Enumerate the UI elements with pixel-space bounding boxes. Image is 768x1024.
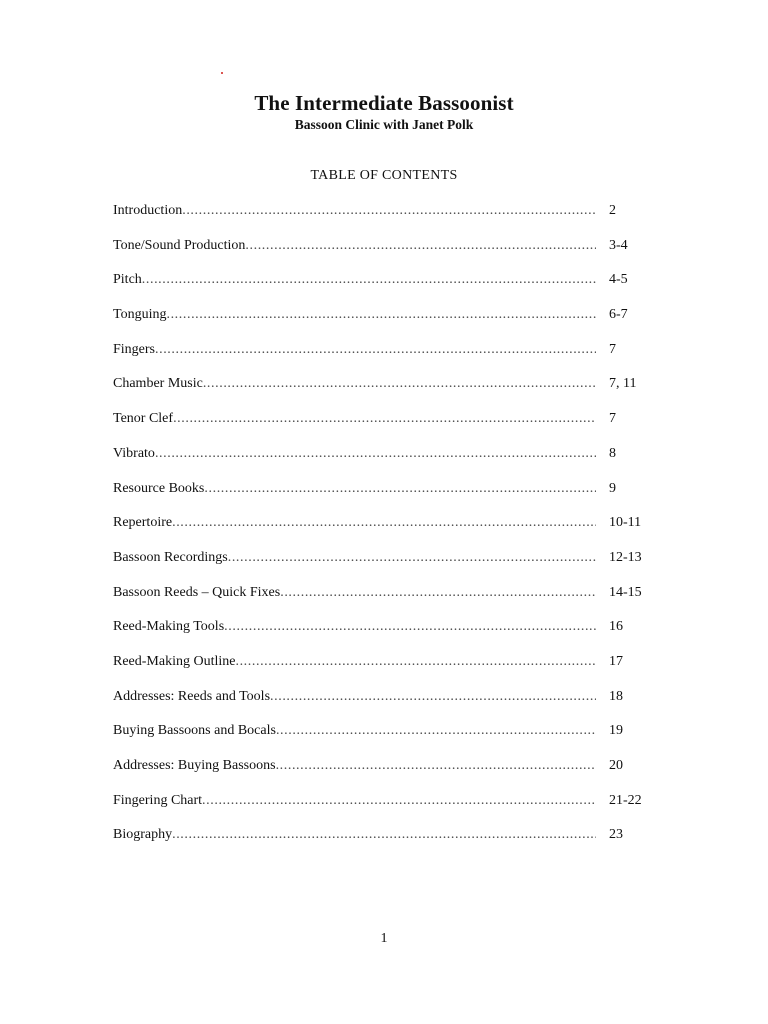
toc-leader-dots (235, 652, 596, 672)
toc-leader-dots (172, 513, 596, 533)
toc-entry-label: Fingers (113, 341, 155, 357)
toc-entry (113, 479, 673, 514)
toc-entry (113, 548, 673, 583)
toc-leader-dots (245, 236, 596, 256)
toc-entry-page: 6-7 (609, 307, 628, 323)
toc-entry (113, 201, 673, 236)
document-subtitle: Bassoon Clinic with Janet Polk (294, 117, 474, 132)
toc-entry (113, 756, 673, 791)
toc-entry-page: 9 (609, 480, 616, 496)
toc-entry-page: 17 (609, 653, 623, 669)
toc-leader-dots (204, 479, 596, 499)
toc-leader-dots (270, 687, 596, 707)
document-title: The Intermediate Bassoonist (254, 91, 514, 115)
page-number: 1 (380, 931, 388, 946)
toc-entry (113, 652, 673, 687)
toc-leader-dots (228, 548, 596, 568)
toc-leader-dots (172, 825, 596, 845)
toc-entry-page: 18 (609, 688, 623, 704)
toc-entry-label: Biography (113, 827, 173, 843)
toc-entry-label: Chamber Music (113, 376, 203, 392)
toc-leader-dots (182, 201, 596, 221)
toc-entry-label: Introduction (113, 203, 183, 218)
toc-entry-label: Tonguing (113, 307, 167, 323)
toc-entry-label: Reed-Making Tools (113, 619, 225, 635)
toc-entry (113, 270, 673, 305)
red-mark (221, 72, 223, 74)
toc-entry (113, 825, 673, 860)
toc-entry-label: Bassoon Recordings (113, 549, 228, 565)
toc-entry-page: 4-5 (609, 272, 628, 288)
toc-leader-dots (142, 270, 596, 290)
toc-leader-dots (224, 617, 596, 637)
toc-entry (113, 583, 673, 618)
toc-entry-label: Repertoire (113, 515, 173, 531)
toc-entry-label: Bassoon Reeds – Quick Fixes (113, 584, 281, 600)
toc-entry-page: 7 (609, 411, 616, 427)
toc-entry (113, 791, 673, 826)
toc-entry-page: 3-4 (609, 237, 628, 253)
toc-entry (113, 687, 673, 722)
toc-entry-label: Reed-Making Outline (113, 653, 236, 669)
toc-entry (113, 236, 673, 271)
toc-entry-label: Addresses: Reeds and Tools (113, 688, 271, 704)
toc-entry-page: 23 (609, 827, 623, 843)
toc-leader-dots (276, 721, 596, 741)
toc-leader-dots (203, 374, 596, 394)
toc-entry-label: Vibrato (113, 445, 155, 461)
toc-entry-page: 14-15 (609, 584, 642, 600)
toc-entry (113, 374, 673, 409)
toc-heading: TABLE OF CONTENTS (310, 168, 458, 183)
toc-entry-page: 10-11 (609, 515, 642, 531)
toc-entry-page: 12-13 (609, 549, 642, 565)
toc-entry-page: 21-22 (609, 792, 642, 808)
toc-entry-page: 7, 11 (609, 376, 637, 392)
toc-leader-dots (155, 444, 596, 464)
toc-entry-label: Tenor Clef (113, 411, 174, 427)
toc-entry-label: Fingering Chart (113, 792, 203, 808)
toc-entry (113, 305, 673, 340)
toc-entry-page: 16 (609, 619, 623, 635)
toc-entry (113, 340, 673, 375)
toc-entry-label: Tone/Sound Production (113, 237, 246, 253)
table-of-contents (113, 201, 673, 860)
toc-leader-dots (166, 305, 596, 325)
toc-entry (113, 721, 673, 756)
toc-leader-dots (280, 583, 596, 603)
toc-entry-label: Buying Bassoons and Bocals (113, 723, 276, 739)
toc-entry-page: 2 (609, 203, 616, 218)
toc-entry (113, 617, 673, 652)
toc-entry-page: 19 (609, 723, 623, 739)
toc-entry-page: 8 (609, 445, 616, 461)
toc-entry-page: 20 (609, 758, 623, 773)
toc-entry-page: 7 (609, 341, 616, 357)
toc-entry (113, 444, 673, 479)
toc-entry-label: Resource Books (113, 480, 205, 496)
toc-entry (113, 513, 673, 548)
toc-leader-dots (202, 791, 596, 811)
toc-leader-dots (276, 756, 596, 776)
toc-leader-dots (173, 409, 596, 429)
toc-entry-label: Pitch (113, 272, 142, 288)
toc-leader-dots (155, 340, 596, 360)
toc-entry-label: Addresses: Buying Bassoons (113, 758, 276, 773)
toc-entry (113, 409, 673, 444)
